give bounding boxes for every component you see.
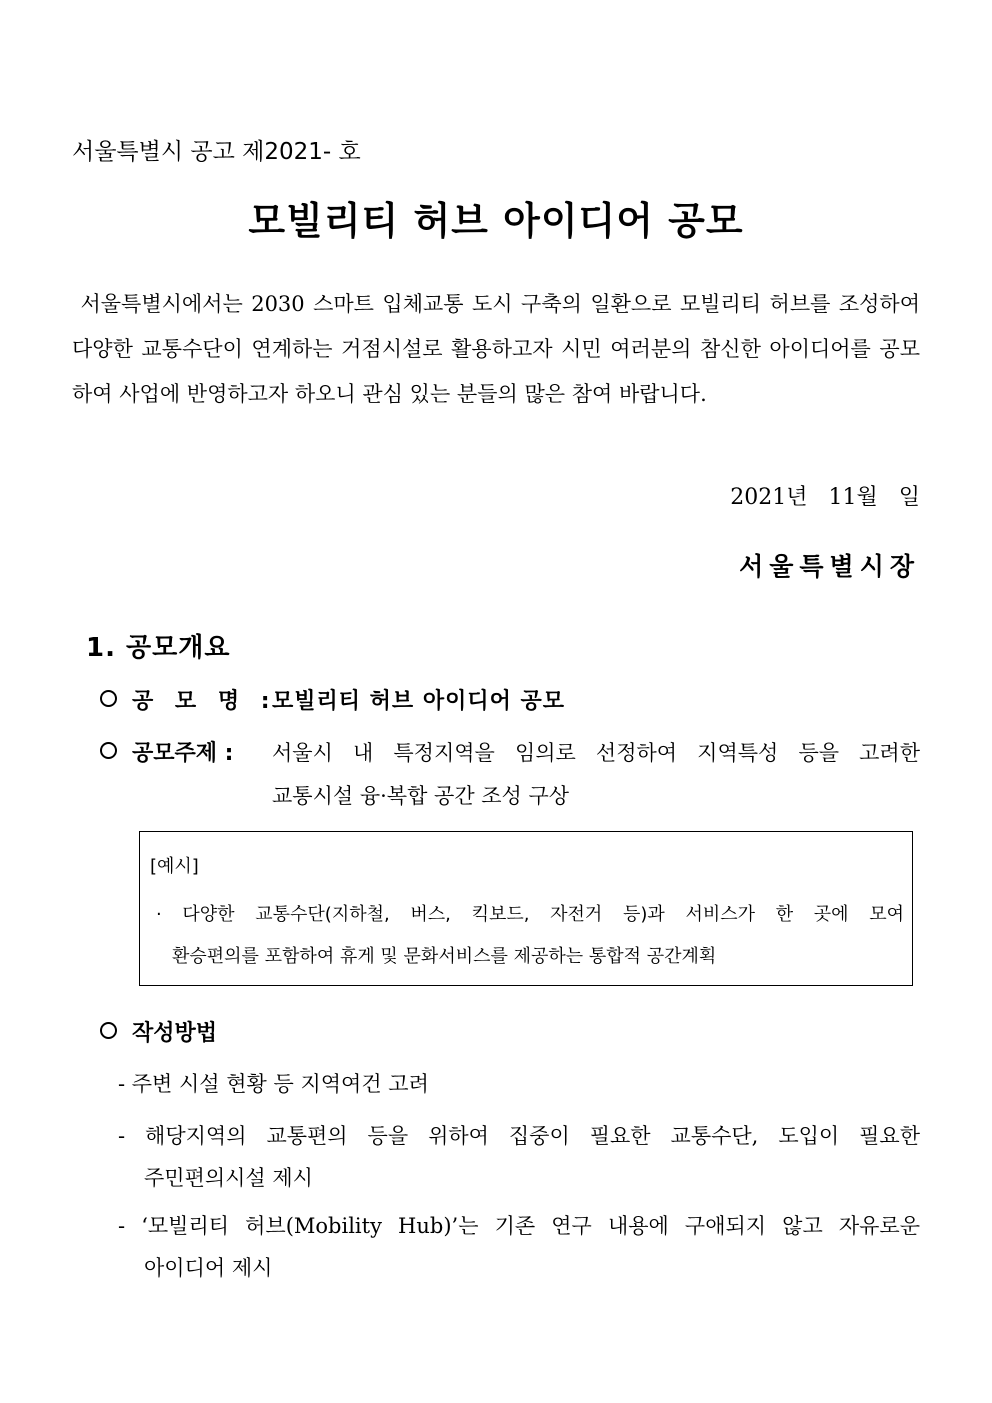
contest-theme-line1: 서울시 내 특정지역을 임의로 선정하여 지역특성 등을 고려한 — [272, 741, 920, 765]
contest-theme-line2: 교통시설 융·복합 공간 조성 구상 — [272, 784, 570, 808]
document-title: 모빌리티 허브 아이디어 공모 — [248, 199, 744, 243]
method-item-continued: 아이디어 제시 — [144, 1256, 273, 1280]
issuer-name: 서울특별시장 — [739, 552, 920, 581]
contest-theme-label: 공모주제 : — [132, 741, 234, 766]
writing-method-label: 작성방법 — [132, 1021, 218, 1046]
method-item-continued: 주민편의시설 제시 — [144, 1166, 313, 1190]
example-line1: · 다양한 교통수단(지하철, 버스, 킥보드, 자전거 등)과 서비스가 한 곳에 모여 — [156, 904, 904, 925]
intro-text: 서울특별시에서는 2030 스마트 입체교통 도시 구축의 일환으로 모빌리티 허브를 조성하여 다양한 교통수단이 연계하는 거점시설로 활용하고자 시민 여러분의 참신한 아이디어를 공모하여 사업에 반영하고자 하오니 관심 있는 분들의 많은 참여 바랍니다. — [72, 292, 921, 406]
method-item: - 해당지역의 교통편의 등을 위하여 집중이 필요한 교통수단, 도입이 필요한 — [118, 1124, 920, 1148]
notice-date: 2021년 11월 일 — [730, 485, 920, 510]
example-line2: 환승편의를 포함하여 휴게 및 문화서비스를 제공하는 통합적 공간계획 — [172, 946, 717, 967]
circle-bullet-icon — [100, 742, 117, 763]
contest-name-label: 공 모 명 : — [132, 689, 277, 714]
method-item: - 주변 시설 현황 등 지역여건 고려 — [118, 1072, 429, 1096]
contest-name-value: 모빌리티 허브 아이디어 공모 — [272, 688, 566, 714]
intro-paragraph — [72, 282, 920, 417]
method-item: - ‘모빌리티 허브(Mobility Hub)’는 기존 연구 내용에 구애되지 않고 자유로운 — [118, 1214, 920, 1238]
section-heading: 1. 공모개요 — [86, 633, 231, 663]
circle-bullet-icon — [100, 1022, 117, 1043]
example-title: [예시] — [150, 856, 199, 877]
notice-number: 서울특별시 공고 제2021- 호 — [72, 139, 361, 165]
circle-bullet-icon — [100, 690, 117, 711]
